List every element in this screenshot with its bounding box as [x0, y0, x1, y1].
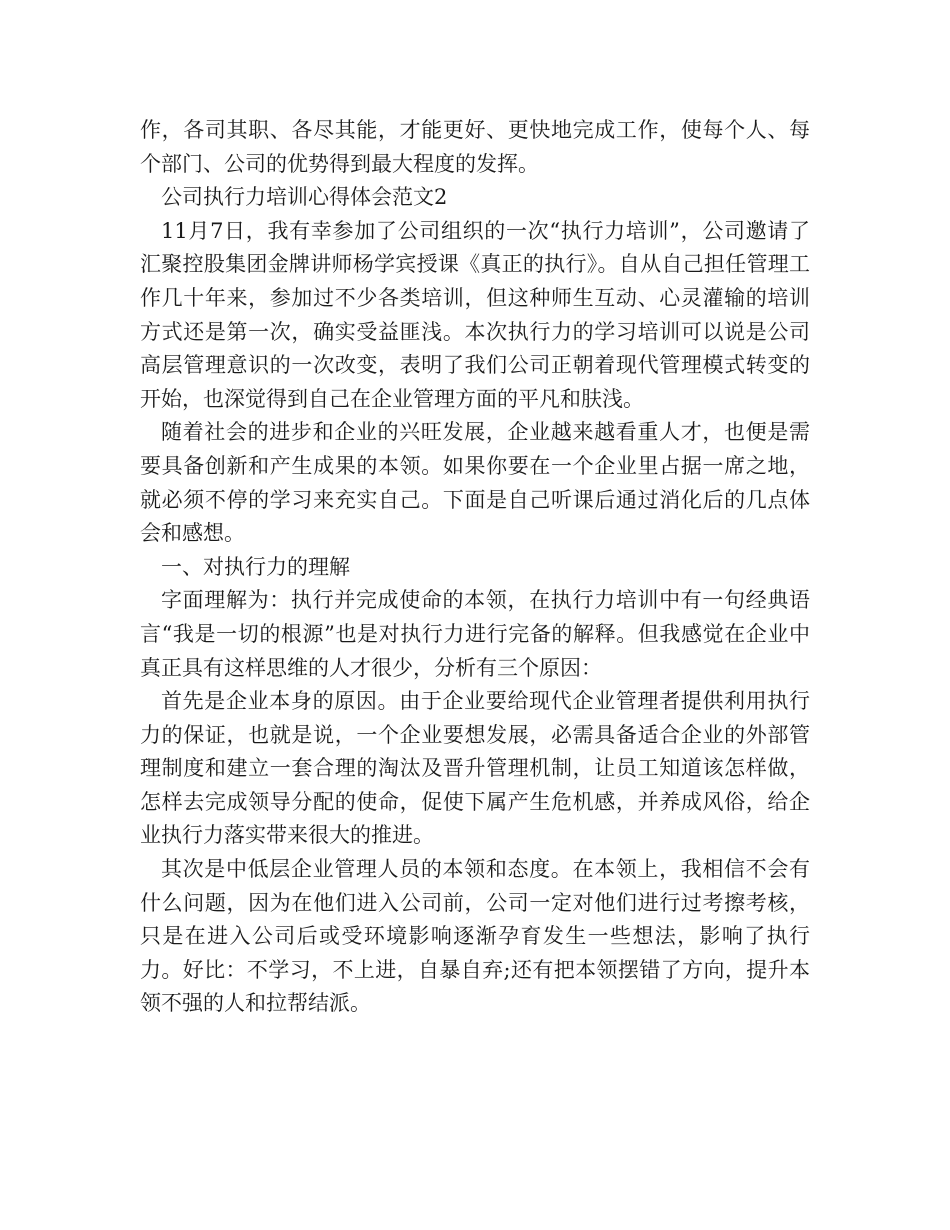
paragraph: 其次是中低层企业管理人员的本领和态度。在本领上，我相信不会有什么问题，因为在他们进入公司前，公司一定对他们进行过考擦考核，只是在进入公司后或受环境影响逐渐孕育发生一些想法，影响了执行力。好比：不学习，不上进，自暴自弃;还有把本领摆错了方向，提升本领不强的人和拉帮结派。 — [140, 857, 810, 1016]
paragraph: 首先是企业本身的原因。由于企业要给现代企业管理者提供利用执行力的保证，也就是说，一个企业要想发展，必需具备适合企业的外部管理制度和建立一套合理的淘汰及晋升管理机制，让员工知道该怎样做，怎样去完成领导分配的使命，促使下属产生危机感，并养成风俗，给企业执行力落实带来很大的推进。 — [140, 689, 810, 848]
paragraph: 随着社会的进步和企业的兴旺发展，企业越来越看重人才，也便是需要具备创新和产生成果的本领。如果你要在一个企业里占据一席之地，就必须不停的学习来充实自己。下面是自己听课后通过消化后的几点体会和感想。 — [140, 420, 810, 546]
paragraph-continuation: 作，各司其职、各尽其能，才能更好、更快地完成工作，使每个人、每个部门、公司的优势得到最大程度的发挥。 — [140, 118, 810, 176]
section-title: 公司执行力培训心得体会范文2 — [161, 185, 448, 210]
paragraph: 字面理解为：执行并完成使命的本领，在执行力培训中有一句经典语言“我是一切的根源”也是对执行力进行完备的解释。但我感觉在企业中真正具有这样思维的人才很少，分析有三个原因： — [140, 588, 810, 680]
document-page — [140, 114, 810, 1021]
section-heading: 一、对执行力的理解 — [161, 554, 350, 579]
paragraph: 11月7日，我有幸参加了公司组织的一次“执行力培训”，公司邀请了汇聚控股集团金牌讲师杨学宾授课《真正的执行》。自从自己担任管理工作几十年来，参加过不少各类培训，但这种师生互动、心灵灌输的培训方式还是第一次，确实受益匪浅。本次执行力的学习培训可以说是公司高层管理意识的一次改变，表明了我们公司正朝着现代管理模式转变的开始，也深觉得到自己在企业管理方面的平凡和肤浅。 — [140, 218, 810, 411]
